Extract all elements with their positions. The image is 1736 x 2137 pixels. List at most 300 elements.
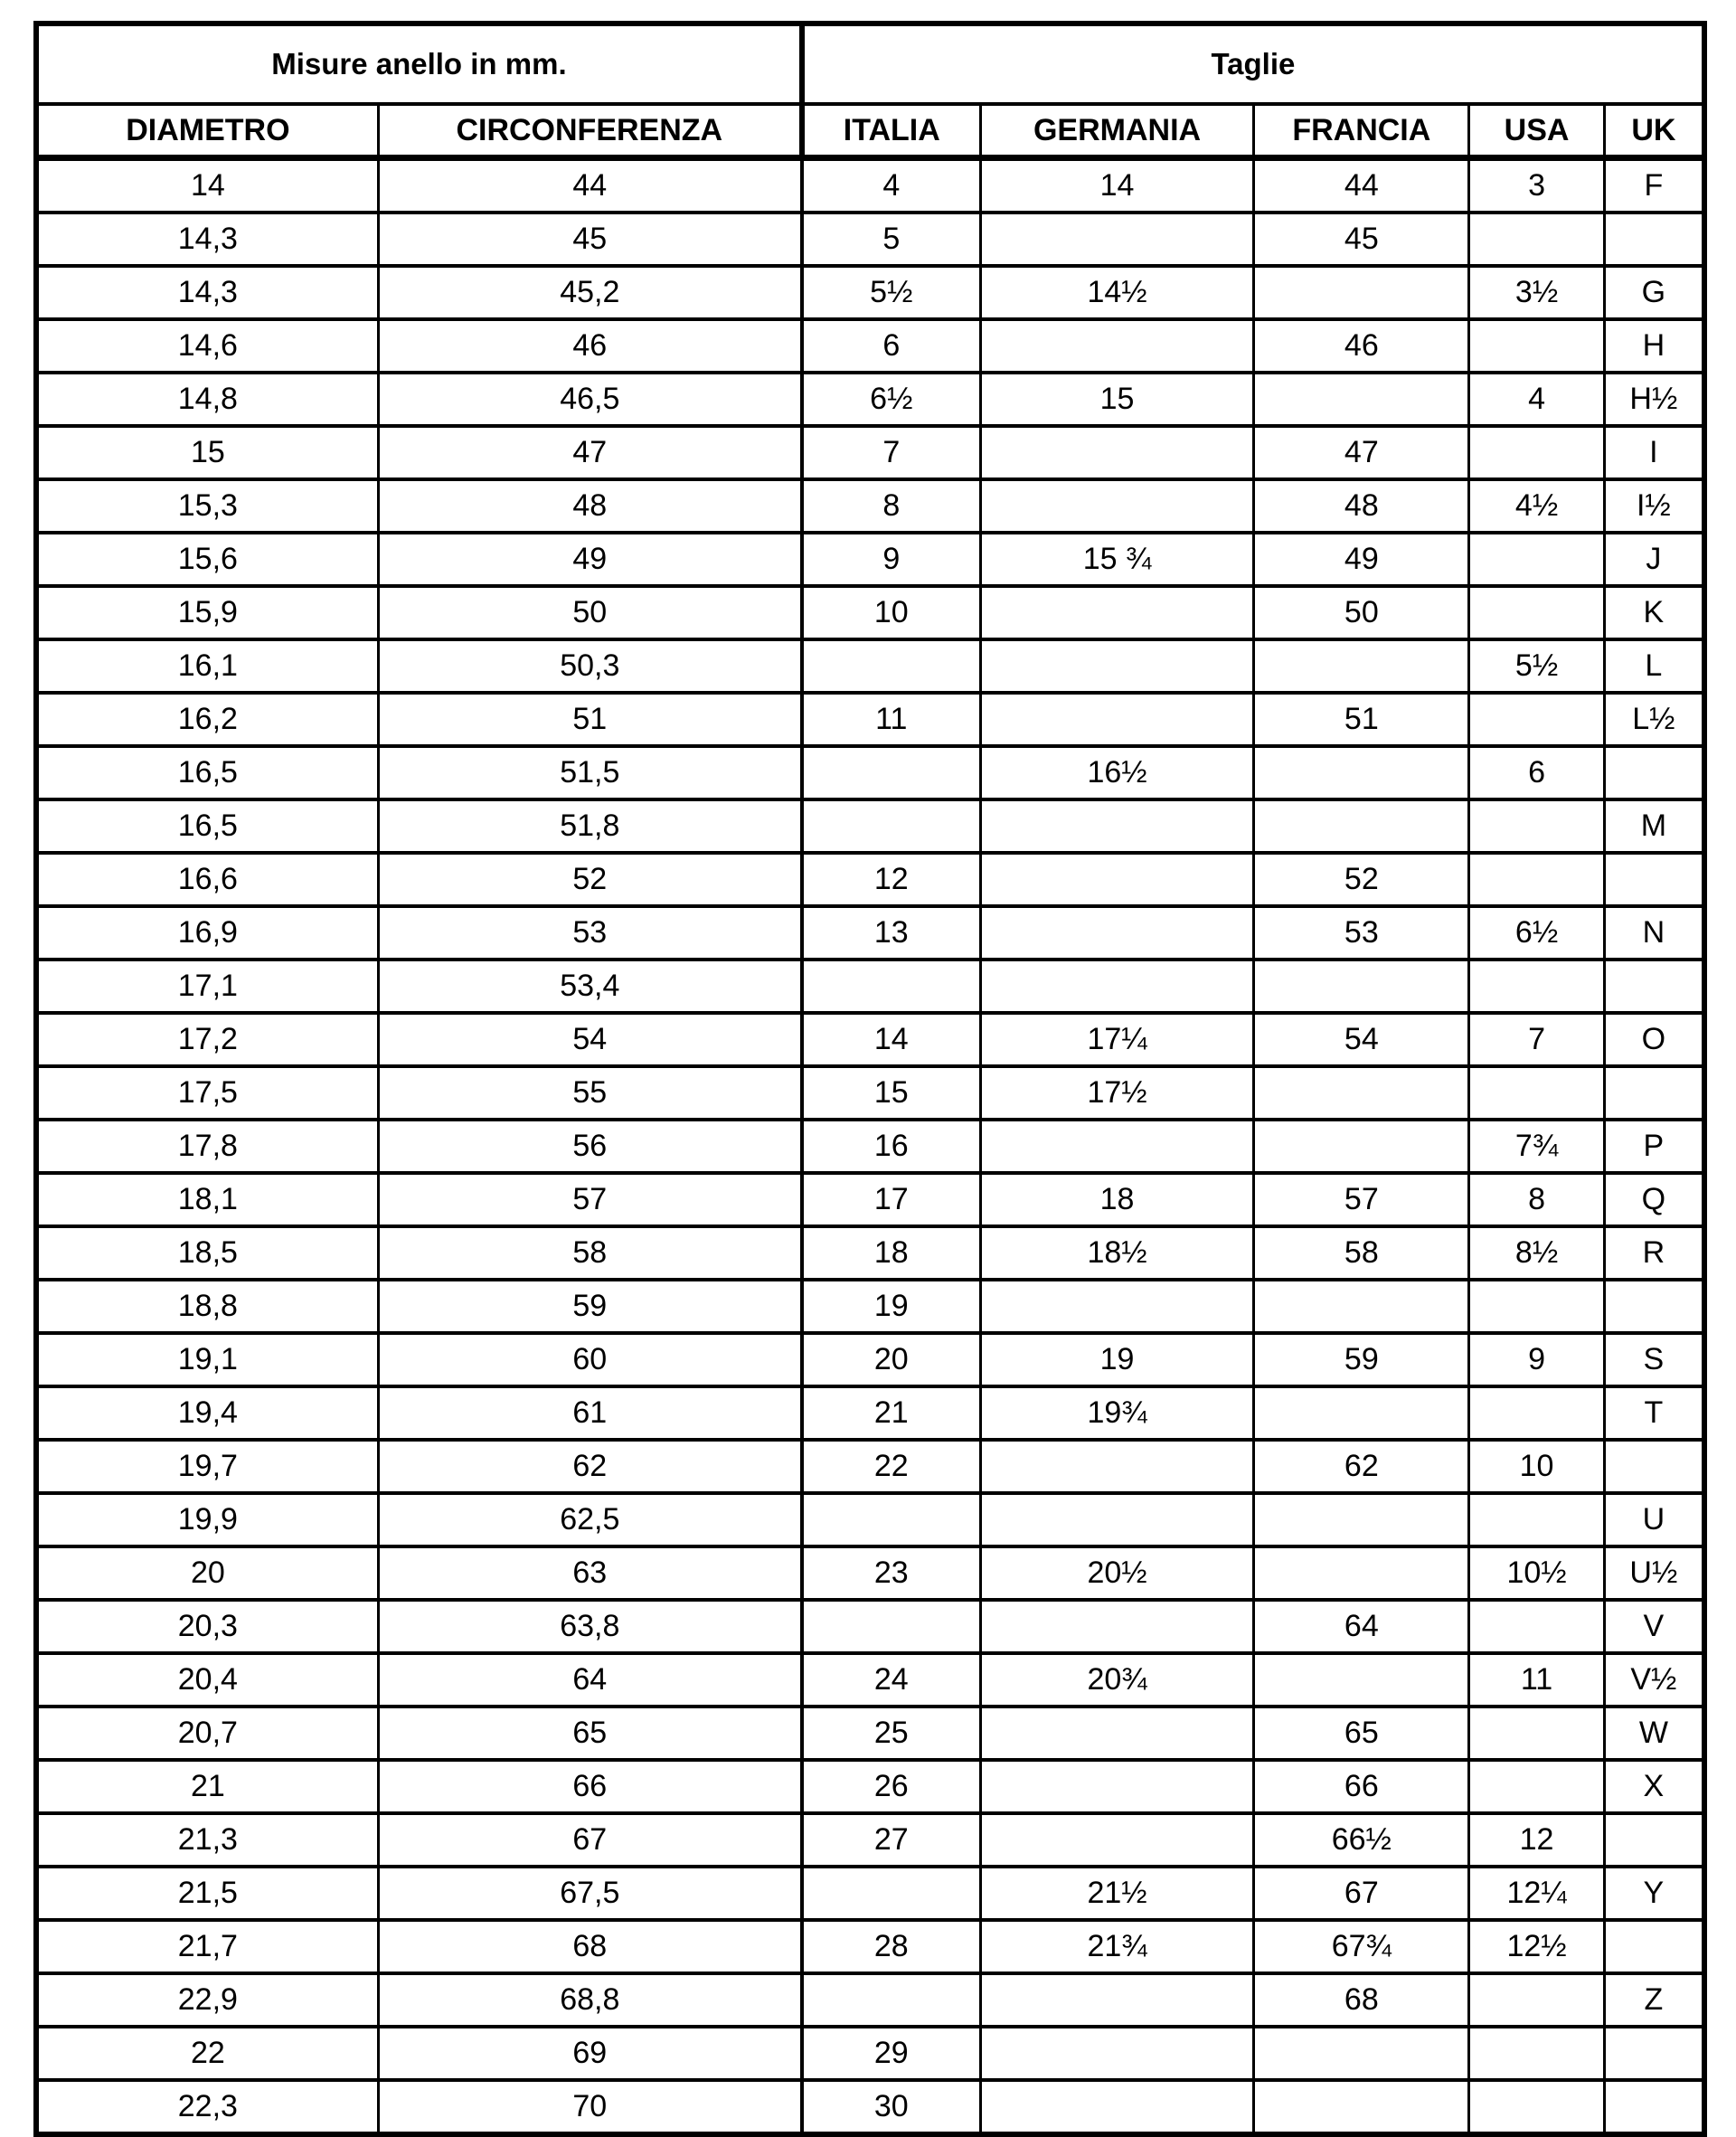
cell-germania: 18 — [980, 1173, 1254, 1226]
cell-circonferenza: 70 — [378, 2080, 802, 2134]
cell-germania — [980, 1760, 1254, 1813]
cell-uk — [1604, 1440, 1704, 1493]
table-row — [36, 906, 1704, 960]
cell-francia — [1254, 960, 1469, 1013]
cell-usa: 12¼ — [1469, 1867, 1604, 1920]
cell-francia: 48 — [1254, 479, 1469, 533]
cell-usa: 3½ — [1469, 266, 1604, 319]
table-row — [36, 1013, 1704, 1066]
cell-francia — [1254, 2027, 1469, 2080]
cell-usa — [1469, 799, 1604, 853]
cell-germania — [980, 2027, 1254, 2080]
table-row — [36, 1493, 1704, 1546]
cell-germania: 17¼ — [980, 1013, 1254, 1066]
cell-circonferenza: 61 — [378, 1386, 802, 1440]
cell-circonferenza: 63,8 — [378, 1600, 802, 1653]
table-row — [36, 693, 1704, 746]
cell-diametro: 17,1 — [36, 960, 378, 1013]
group-header-row — [36, 24, 1704, 104]
cell-uk: N — [1604, 906, 1704, 960]
cell-diametro: 14,3 — [36, 213, 378, 266]
table-row — [36, 1813, 1704, 1867]
cell-circonferenza: 53,4 — [378, 960, 802, 1013]
column-header-diametro: DIAMETRO — [36, 104, 378, 158]
cell-uk: V — [1604, 1600, 1704, 1653]
cell-diametro: 17,2 — [36, 1013, 378, 1066]
cell-diametro: 14,3 — [36, 266, 378, 319]
cell-diametro: 22,3 — [36, 2080, 378, 2134]
cell-diametro: 16,9 — [36, 906, 378, 960]
table-row — [36, 1600, 1704, 1653]
cell-usa — [1469, 533, 1604, 586]
cell-circonferenza: 62,5 — [378, 1493, 802, 1546]
cell-usa: 6 — [1469, 746, 1604, 799]
cell-diametro: 21,5 — [36, 1867, 378, 1920]
cell-usa: 9 — [1469, 1333, 1604, 1386]
cell-uk: W — [1604, 1707, 1704, 1760]
cell-usa — [1469, 426, 1604, 479]
column-header-germania: GERMANIA — [980, 104, 1254, 158]
cell-circonferenza: 56 — [378, 1120, 802, 1173]
cell-uk — [1604, 213, 1704, 266]
cell-uk: R — [1604, 1226, 1704, 1280]
cell-diametro: 22,9 — [36, 1973, 378, 2027]
cell-uk: O — [1604, 1013, 1704, 1066]
cell-italia — [802, 799, 980, 853]
cell-germania — [980, 213, 1254, 266]
cell-usa: 12 — [1469, 1813, 1604, 1867]
cell-francia — [1254, 799, 1469, 853]
cell-francia — [1254, 1653, 1469, 1707]
cell-francia: 47 — [1254, 426, 1469, 479]
cell-circonferenza: 45 — [378, 213, 802, 266]
cell-usa — [1469, 853, 1604, 906]
cell-francia: 52 — [1254, 853, 1469, 906]
cell-circonferenza: 64 — [378, 1653, 802, 1707]
cell-italia: 7 — [802, 426, 980, 479]
cell-italia: 22 — [802, 1440, 980, 1493]
cell-diametro: 18,5 — [36, 1226, 378, 1280]
cell-francia: 59 — [1254, 1333, 1469, 1386]
cell-uk: K — [1604, 586, 1704, 639]
cell-diametro: 14,6 — [36, 319, 378, 373]
table-row — [36, 799, 1704, 853]
table-row — [36, 1333, 1704, 1386]
cell-italia — [802, 1600, 980, 1653]
cell-germania — [980, 2080, 1254, 2134]
column-header-francia: FRANCIA — [1254, 104, 1469, 158]
cell-italia: 10 — [802, 586, 980, 639]
cell-diametro: 15 — [36, 426, 378, 479]
cell-germania — [980, 1600, 1254, 1653]
table-row — [36, 1760, 1704, 1813]
cell-francia: 54 — [1254, 1013, 1469, 1066]
cell-francia: 64 — [1254, 1600, 1469, 1653]
cell-usa — [1469, 960, 1604, 1013]
cell-circonferenza: 44 — [378, 158, 802, 213]
cell-francia: 50 — [1254, 586, 1469, 639]
cell-italia: 24 — [802, 1653, 980, 1707]
cell-italia: 17 — [802, 1173, 980, 1226]
cell-francia — [1254, 746, 1469, 799]
cell-usa: 4½ — [1469, 479, 1604, 533]
cell-uk: G — [1604, 266, 1704, 319]
cell-italia: 27 — [802, 1813, 980, 1867]
cell-usa — [1469, 693, 1604, 746]
cell-francia — [1254, 1280, 1469, 1333]
cell-usa: 11 — [1469, 1653, 1604, 1707]
cell-italia: 30 — [802, 2080, 980, 2134]
table-row — [36, 158, 1704, 213]
cell-italia: 28 — [802, 1920, 980, 1973]
cell-usa: 10 — [1469, 1440, 1604, 1493]
cell-italia: 6½ — [802, 373, 980, 426]
cell-diametro: 18,1 — [36, 1173, 378, 1226]
cell-uk: Y — [1604, 1867, 1704, 1920]
cell-uk: L½ — [1604, 693, 1704, 746]
cell-usa — [1469, 1066, 1604, 1120]
cell-italia: 9 — [802, 533, 980, 586]
cell-italia: 8 — [802, 479, 980, 533]
cell-germania: 15 — [980, 373, 1254, 426]
cell-usa — [1469, 2080, 1604, 2134]
cell-uk: S — [1604, 1333, 1704, 1386]
cell-italia: 26 — [802, 1760, 980, 1813]
cell-circonferenza: 49 — [378, 533, 802, 586]
cell-germania: 18½ — [980, 1226, 1254, 1280]
table-row — [36, 639, 1704, 693]
cell-germania — [980, 960, 1254, 1013]
cell-germania: 20¾ — [980, 1653, 1254, 1707]
cell-diametro: 21,7 — [36, 1920, 378, 1973]
cell-germania — [980, 1440, 1254, 1493]
cell-circonferenza: 68 — [378, 1920, 802, 1973]
cell-diametro: 19,7 — [36, 1440, 378, 1493]
cell-francia — [1254, 1066, 1469, 1120]
table-row — [36, 319, 1704, 373]
cell-germania — [980, 586, 1254, 639]
cell-usa: 4 — [1469, 373, 1604, 426]
cell-italia: 14 — [802, 1013, 980, 1066]
cell-italia: 12 — [802, 853, 980, 906]
cell-usa: 7¾ — [1469, 1120, 1604, 1173]
cell-francia: 68 — [1254, 1973, 1469, 2027]
cell-francia — [1254, 639, 1469, 693]
cell-germania — [980, 426, 1254, 479]
cell-diametro: 20,3 — [36, 1600, 378, 1653]
group-header-taglie: Taglie — [802, 24, 1704, 104]
cell-circonferenza: 63 — [378, 1546, 802, 1600]
cell-diametro: 17,8 — [36, 1120, 378, 1173]
cell-uk: H½ — [1604, 373, 1704, 426]
cell-italia: 13 — [802, 906, 980, 960]
cell-circonferenza: 59 — [378, 1280, 802, 1333]
cell-uk — [1604, 1813, 1704, 1867]
cell-uk: I½ — [1604, 479, 1704, 533]
cell-circonferenza: 51,5 — [378, 746, 802, 799]
table-row — [36, 1707, 1704, 1760]
cell-germania — [980, 639, 1254, 693]
cell-germania: 20½ — [980, 1546, 1254, 1600]
cell-francia: 44 — [1254, 158, 1469, 213]
cell-francia: 66½ — [1254, 1813, 1469, 1867]
cell-circonferenza: 66 — [378, 1760, 802, 1813]
cell-uk: U½ — [1604, 1546, 1704, 1600]
cell-italia: 11 — [802, 693, 980, 746]
cell-circonferenza: 48 — [378, 479, 802, 533]
table-row — [36, 1920, 1704, 1973]
cell-germania — [980, 906, 1254, 960]
cell-francia: 62 — [1254, 1440, 1469, 1493]
cell-uk: L — [1604, 639, 1704, 693]
cell-usa: 10½ — [1469, 1546, 1604, 1600]
column-header-usa: USA — [1469, 104, 1604, 158]
table-row — [36, 1173, 1704, 1226]
cell-circonferenza: 62 — [378, 1440, 802, 1493]
cell-uk: J — [1604, 533, 1704, 586]
cell-usa — [1469, 1973, 1604, 2027]
cell-uk — [1604, 853, 1704, 906]
table-row — [36, 426, 1704, 479]
cell-usa: 5½ — [1469, 639, 1604, 693]
cell-francia: 66 — [1254, 1760, 1469, 1813]
cell-circonferenza: 60 — [378, 1333, 802, 1386]
group-header-misure-anello: Misure anello in mm. — [36, 24, 802, 104]
cell-uk — [1604, 960, 1704, 1013]
cell-italia — [802, 746, 980, 799]
cell-francia: 65 — [1254, 1707, 1469, 1760]
table-row — [36, 1120, 1704, 1173]
cell-italia — [802, 639, 980, 693]
cell-italia: 21 — [802, 1386, 980, 1440]
table-row — [36, 213, 1704, 266]
cell-francia — [1254, 1493, 1469, 1546]
cell-circonferenza: 53 — [378, 906, 802, 960]
cell-uk: I — [1604, 426, 1704, 479]
cell-uk — [1604, 2080, 1704, 2134]
cell-circonferenza: 51,8 — [378, 799, 802, 853]
cell-diametro: 21,3 — [36, 1813, 378, 1867]
cell-circonferenza: 51 — [378, 693, 802, 746]
cell-italia: 18 — [802, 1226, 980, 1280]
cell-germania: 16½ — [980, 746, 1254, 799]
cell-italia: 16 — [802, 1120, 980, 1173]
cell-italia: 4 — [802, 158, 980, 213]
cell-uk: Z — [1604, 1973, 1704, 2027]
cell-germania — [980, 1707, 1254, 1760]
cell-uk: F — [1604, 158, 1704, 213]
cell-circonferenza: 55 — [378, 1066, 802, 1120]
table-row — [36, 1066, 1704, 1120]
cell-usa — [1469, 213, 1604, 266]
cell-francia: 45 — [1254, 213, 1469, 266]
cell-italia — [802, 1493, 980, 1546]
cell-diametro: 17,5 — [36, 1066, 378, 1120]
cell-uk: U — [1604, 1493, 1704, 1546]
cell-germania — [980, 693, 1254, 746]
cell-italia: 19 — [802, 1280, 980, 1333]
cell-circonferenza: 46,5 — [378, 373, 802, 426]
cell-francia — [1254, 1386, 1469, 1440]
cell-diametro: 20,7 — [36, 1707, 378, 1760]
cell-circonferenza: 69 — [378, 2027, 802, 2080]
cell-francia: 51 — [1254, 693, 1469, 746]
cell-circonferenza: 47 — [378, 426, 802, 479]
cell-uk: V½ — [1604, 1653, 1704, 1707]
cell-germania: 14 — [980, 158, 1254, 213]
cell-uk — [1604, 1280, 1704, 1333]
cell-germania: 19¾ — [980, 1386, 1254, 1440]
table-row — [36, 1546, 1704, 1600]
cell-italia: 6 — [802, 319, 980, 373]
cell-uk: T — [1604, 1386, 1704, 1440]
cell-circonferenza: 58 — [378, 1226, 802, 1280]
cell-germania — [980, 853, 1254, 906]
cell-francia: 57 — [1254, 1173, 1469, 1226]
cell-diametro: 20 — [36, 1546, 378, 1600]
table-row — [36, 746, 1704, 799]
cell-diametro: 16,5 — [36, 799, 378, 853]
cell-circonferenza: 45,2 — [378, 266, 802, 319]
table-header — [36, 24, 1704, 158]
table-row — [36, 2080, 1704, 2134]
column-header-italia: ITALIA — [802, 104, 980, 158]
cell-italia — [802, 960, 980, 1013]
cell-usa — [1469, 1600, 1604, 1653]
cell-uk — [1604, 746, 1704, 799]
cell-uk — [1604, 1066, 1704, 1120]
cell-usa — [1469, 1760, 1604, 1813]
cell-usa — [1469, 586, 1604, 639]
cell-germania — [980, 1493, 1254, 1546]
cell-germania — [980, 799, 1254, 853]
cell-circonferenza: 46 — [378, 319, 802, 373]
table-row — [36, 586, 1704, 639]
cell-francia: 67 — [1254, 1867, 1469, 1920]
cell-usa — [1469, 1280, 1604, 1333]
cell-germania — [980, 479, 1254, 533]
cell-circonferenza: 67 — [378, 1813, 802, 1867]
table-row — [36, 2027, 1704, 2080]
cell-diametro: 15,3 — [36, 479, 378, 533]
cell-germania — [980, 1813, 1254, 1867]
cell-uk — [1604, 1920, 1704, 1973]
cell-diametro: 15,6 — [36, 533, 378, 586]
cell-usa — [1469, 2027, 1604, 2080]
cell-usa — [1469, 1707, 1604, 1760]
table-row — [36, 533, 1704, 586]
cell-italia — [802, 1867, 980, 1920]
cell-circonferenza: 67,5 — [378, 1867, 802, 1920]
cell-usa: 6½ — [1469, 906, 1604, 960]
cell-uk: M — [1604, 799, 1704, 853]
table-row — [36, 373, 1704, 426]
cell-diametro: 14 — [36, 158, 378, 213]
cell-germania: 15 ¾ — [980, 533, 1254, 586]
table-row — [36, 1867, 1704, 1920]
table-row — [36, 1386, 1704, 1440]
cell-francia: 46 — [1254, 319, 1469, 373]
table-row — [36, 960, 1704, 1013]
cell-germania: 21¾ — [980, 1920, 1254, 1973]
cell-uk: P — [1604, 1120, 1704, 1173]
cell-uk: H — [1604, 319, 1704, 373]
cell-diametro: 15,9 — [36, 586, 378, 639]
cell-diametro: 16,5 — [36, 746, 378, 799]
cell-diametro: 16,1 — [36, 639, 378, 693]
table-row — [36, 1440, 1704, 1493]
cell-usa: 8½ — [1469, 1226, 1604, 1280]
cell-germania — [980, 319, 1254, 373]
cell-italia: 20 — [802, 1333, 980, 1386]
cell-diametro: 21 — [36, 1760, 378, 1813]
cell-germania: 14½ — [980, 266, 1254, 319]
cell-italia: 23 — [802, 1546, 980, 1600]
cell-uk — [1604, 2027, 1704, 2080]
cell-francia — [1254, 2080, 1469, 2134]
cell-italia — [802, 1973, 980, 2027]
cell-italia: 5½ — [802, 266, 980, 319]
cell-diametro: 22 — [36, 2027, 378, 2080]
cell-italia: 25 — [802, 1707, 980, 1760]
cell-circonferenza: 54 — [378, 1013, 802, 1066]
cell-usa: 7 — [1469, 1013, 1604, 1066]
table-row — [36, 1653, 1704, 1707]
table-row — [36, 1226, 1704, 1280]
cell-italia: 15 — [802, 1066, 980, 1120]
cell-francia: 49 — [1254, 533, 1469, 586]
cell-diametro: 18,8 — [36, 1280, 378, 1333]
cell-francia — [1254, 266, 1469, 319]
cell-germania — [980, 1280, 1254, 1333]
table-row — [36, 1973, 1704, 2027]
cell-diametro: 19,9 — [36, 1493, 378, 1546]
table-row — [36, 853, 1704, 906]
table-row — [36, 1280, 1704, 1333]
cell-circonferenza: 57 — [378, 1173, 802, 1226]
table-row — [36, 266, 1704, 319]
cell-germania: 17½ — [980, 1066, 1254, 1120]
cell-usa — [1469, 1493, 1604, 1546]
cell-francia: 53 — [1254, 906, 1469, 960]
cell-diametro: 19,1 — [36, 1333, 378, 1386]
cell-francia — [1254, 373, 1469, 426]
cell-francia: 67¾ — [1254, 1920, 1469, 1973]
cell-diametro: 16,2 — [36, 693, 378, 746]
cell-usa: 3 — [1469, 158, 1604, 213]
cell-uk: Q — [1604, 1173, 1704, 1226]
cell-germania — [980, 1973, 1254, 2027]
cell-italia: 29 — [802, 2027, 980, 2080]
cell-usa — [1469, 319, 1604, 373]
cell-germania: 19 — [980, 1333, 1254, 1386]
cell-circonferenza: 68,8 — [378, 1973, 802, 2027]
cell-usa — [1469, 1386, 1604, 1440]
column-header-circonferenza: CIRCONFERENZA — [378, 104, 802, 158]
cell-usa: 12½ — [1469, 1920, 1604, 1973]
cell-usa: 8 — [1469, 1173, 1604, 1226]
column-header-uk: UK — [1604, 104, 1704, 158]
cell-diametro: 20,4 — [36, 1653, 378, 1707]
cell-diametro: 14,8 — [36, 373, 378, 426]
cell-italia: 5 — [802, 213, 980, 266]
cell-circonferenza: 50,3 — [378, 639, 802, 693]
cell-uk: X — [1604, 1760, 1704, 1813]
cell-diametro: 19,4 — [36, 1386, 378, 1440]
table-body — [36, 158, 1704, 2135]
ring-size-conversion-table — [33, 21, 1707, 2137]
cell-circonferenza: 50 — [378, 586, 802, 639]
